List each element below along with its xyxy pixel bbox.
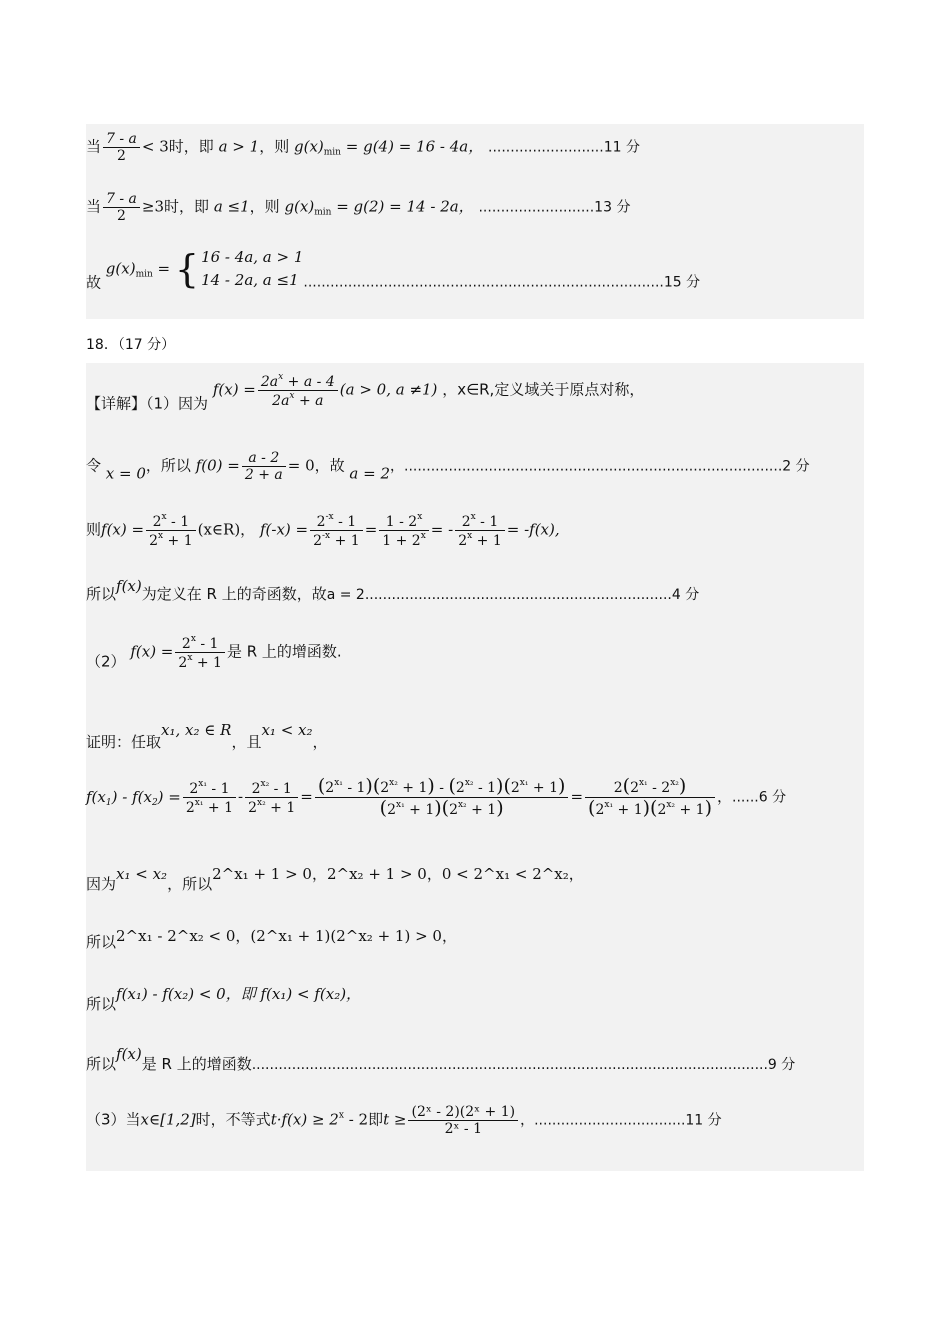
fraction: $\frac{\text{(2ˣ - 2)(2ˣ + 1)}}{\text{2ˣ - 1}}$ bbox=[408, 1105, 518, 1136]
score-2: ，.....................................................................................2 分 bbox=[390, 458, 810, 475]
fraction: $\frac{2a^x + a - 4}{2a^x + a}$ bbox=[258, 373, 338, 408]
score-13: ..........................13 分 bbox=[478, 199, 631, 216]
part2-sign: 所以2^x₁ - 2^x₂ < 0，(2^x₁ + 1)(2^x₂ + 1) > 0， bbox=[86, 927, 457, 951]
solution-panel-17 bbox=[86, 124, 864, 319]
case-a-gt-1: 当 $\frac{7 - a}{2}$ < 3时，即 a > 1，则 $g(x)_{min} = g(4) = 16 - 4a$， ..........................11 分 bbox=[86, 131, 640, 164]
case-a-le-1: 当 $\frac{7 - a}{2}$ ≥3时，即 a ≤1，则 $g(x)_{min} = g(2) = 14 - 2a$， ..........................13 分 bbox=[86, 191, 631, 224]
part1-odd-check: 则f(x) = $\frac{2^x - 1}{2^x + 1}$ (x∈R)， f(-x) = $\frac{2^{-x} - 1}{2^{-x} + 1}$ = $\frac{1 - 2^x}{1 + 2^x}$ = - $\frac{2^x - 1}{2^x + 1}$ = -f(x), bbox=[86, 512, 560, 549]
score-4: a = 2.....................................................................4 分 bbox=[326, 587, 700, 603]
part2-compare: 所以f(x₁) - f(x₂) < 0，即 f(x₁) < f(x₂)， bbox=[86, 985, 362, 1013]
part2-conclusion: 所以f(x)是 R 上的增函数....................................................................................................................9 分 bbox=[86, 1045, 796, 1073]
part1-intro: 【详解】（1）因为 f(x) = $\frac{2a^x + a - 4}{2a^x + a}$ (a > 0, a ≠1) ，x∈R,定义域关于原点对称， bbox=[86, 372, 645, 413]
cases: 16 - 4a, a > 1 14 - 2a, a ≤1 bbox=[201, 248, 304, 290]
score-11b: ，..................................11 分 bbox=[520, 1112, 722, 1129]
solution-panel-18 bbox=[86, 363, 864, 1171]
score-9: ....................................................................................................................9 分 bbox=[251, 1057, 796, 1073]
fraction: $\frac{7 - a}{2}$ bbox=[103, 132, 140, 163]
part2-statement: （2） f(x) = $\frac{2^x - 1}{2^x + 1}$ 是 R 上的增函数. bbox=[86, 634, 342, 671]
fraction: $\frac{a - 2}{2 + a}$ bbox=[242, 451, 286, 482]
part1-conclusion: 所以f(x)为定义在 R 上的奇函数，故a = 2.....................................................................4 分 bbox=[86, 577, 700, 603]
fraction: $\frac{7 - a}{2}$ bbox=[103, 192, 140, 223]
score-11: ..........................11 分 bbox=[488, 139, 640, 156]
piecewise-result: 故 $g(x)_{min}$ = { 16 - 4a, a > 1 14 - 2a, a ≤1 .................................................................................15 分 bbox=[86, 247, 701, 292]
part2-since: 因为x₁ < x₂，所以2^x₁ + 1 > 0，2^x₂ + 1 > 0，0 < 2^x₁ < 2^x₂， bbox=[86, 865, 584, 893]
score-6: ......6 分 bbox=[732, 789, 787, 806]
part3-statement: （3）当x∈[1,2]时，不等式$t\cdot f(x) \ge 2^x - 2$即t ≥ $\frac{\text{(2ˣ - 2)(2ˣ + 1)}}{\text{2ˣ - 1}}$ ，..................................11 分 bbox=[86, 1104, 722, 1137]
part2-difference: $f(x_1) - f(x_2)$ = $\frac{2^{x_1} - 1}{2^{x_1} + 1}$ - $\frac{2^{x_2} - 1}{2^{x_2} + 1}$ = $\frac{(2^{x_1} - 1)(2^{x_2} + 1) - (2^{x_2} - 1)(2^{x_1} + 1)}{(2^{x_1} + 1)(2^{x_2} + 1)}$ = $\frac{2(2^{x_1} - 2^{x_2})}{(2^{x_1} + 1)(2^{x_2} + 1)}$ ，......6 分 bbox=[86, 775, 787, 819]
question-heading: 18．（17 分） bbox=[86, 337, 176, 353]
score-15: .................................................................................15 分 bbox=[303, 274, 701, 291]
part1-x0: 令 x = 0，所以 f(0) = $\frac{a - 2}{2 + a}$ = 0，故 a = 2，.....................................................................................2 分 bbox=[86, 450, 810, 483]
left-brace: { bbox=[174, 247, 200, 292]
part2-proof-start: 证明：任取x₁, x₂ ∈ R，且x₁ < x₂， bbox=[86, 721, 328, 751]
